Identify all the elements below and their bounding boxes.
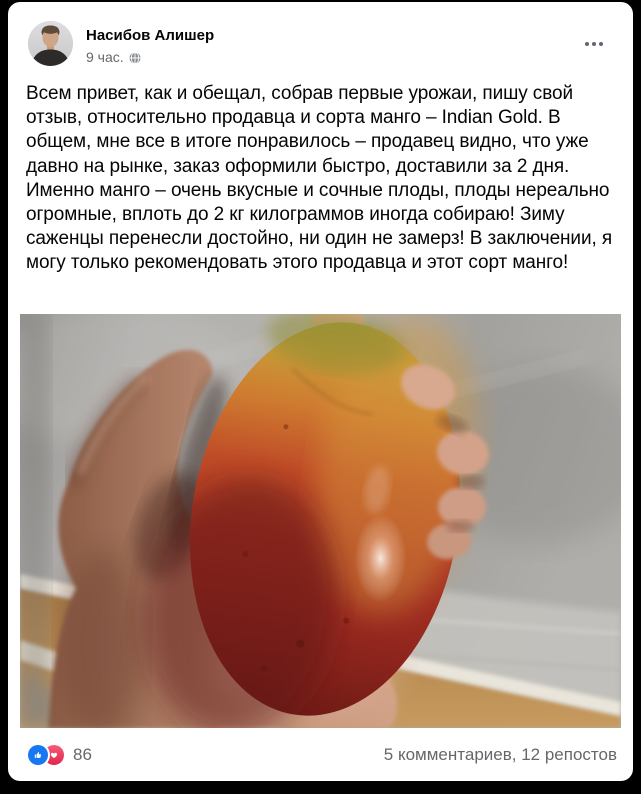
post-header [28,21,613,69]
post-footer [28,741,617,769]
post-menu-button[interactable] [581,38,607,50]
globe-icon [129,51,141,63]
author-name[interactable]: Насибов Алишер [86,27,215,44]
reactions-count[interactable]: 86 [73,745,92,764]
comments-reposts-count[interactable]: 5 комментариев, 12 репостов [383,745,617,764]
post-text: Всем привет, как и обещал, собрав первые урожаи, пишу свой отзыв, относительно продавца и сорта манго – Indian Gold. В общем, мне все в итоге понравилось – продавец видно, что уже давно на рынке, заказ оформили быстро, доставили за 2 дня. Именно манго – очень вкусные и сочные плоды, плоды нереально огромные, вплоть до 2 кг килограммов иногда собираю! Зиму саженцы перенесли достойно, ни один не замерз! В заключении, я могу только рекомендовать этого продавца и этот сорт манго! [26,83,618,274]
post-card [8,2,633,781]
mango-photo [20,314,621,728]
post-photo[interactable] [20,314,621,728]
ellipsis-dot [599,42,603,46]
reactions-group[interactable] [28,745,92,765]
like-icon[interactable] [28,745,48,765]
avatar-image [28,21,73,66]
avatar[interactable] [28,21,73,66]
post-meta [86,49,141,65]
timestamp[interactable]: 9 час. [86,49,124,65]
ellipsis-dot [585,42,589,46]
ellipsis-dot [592,42,596,46]
